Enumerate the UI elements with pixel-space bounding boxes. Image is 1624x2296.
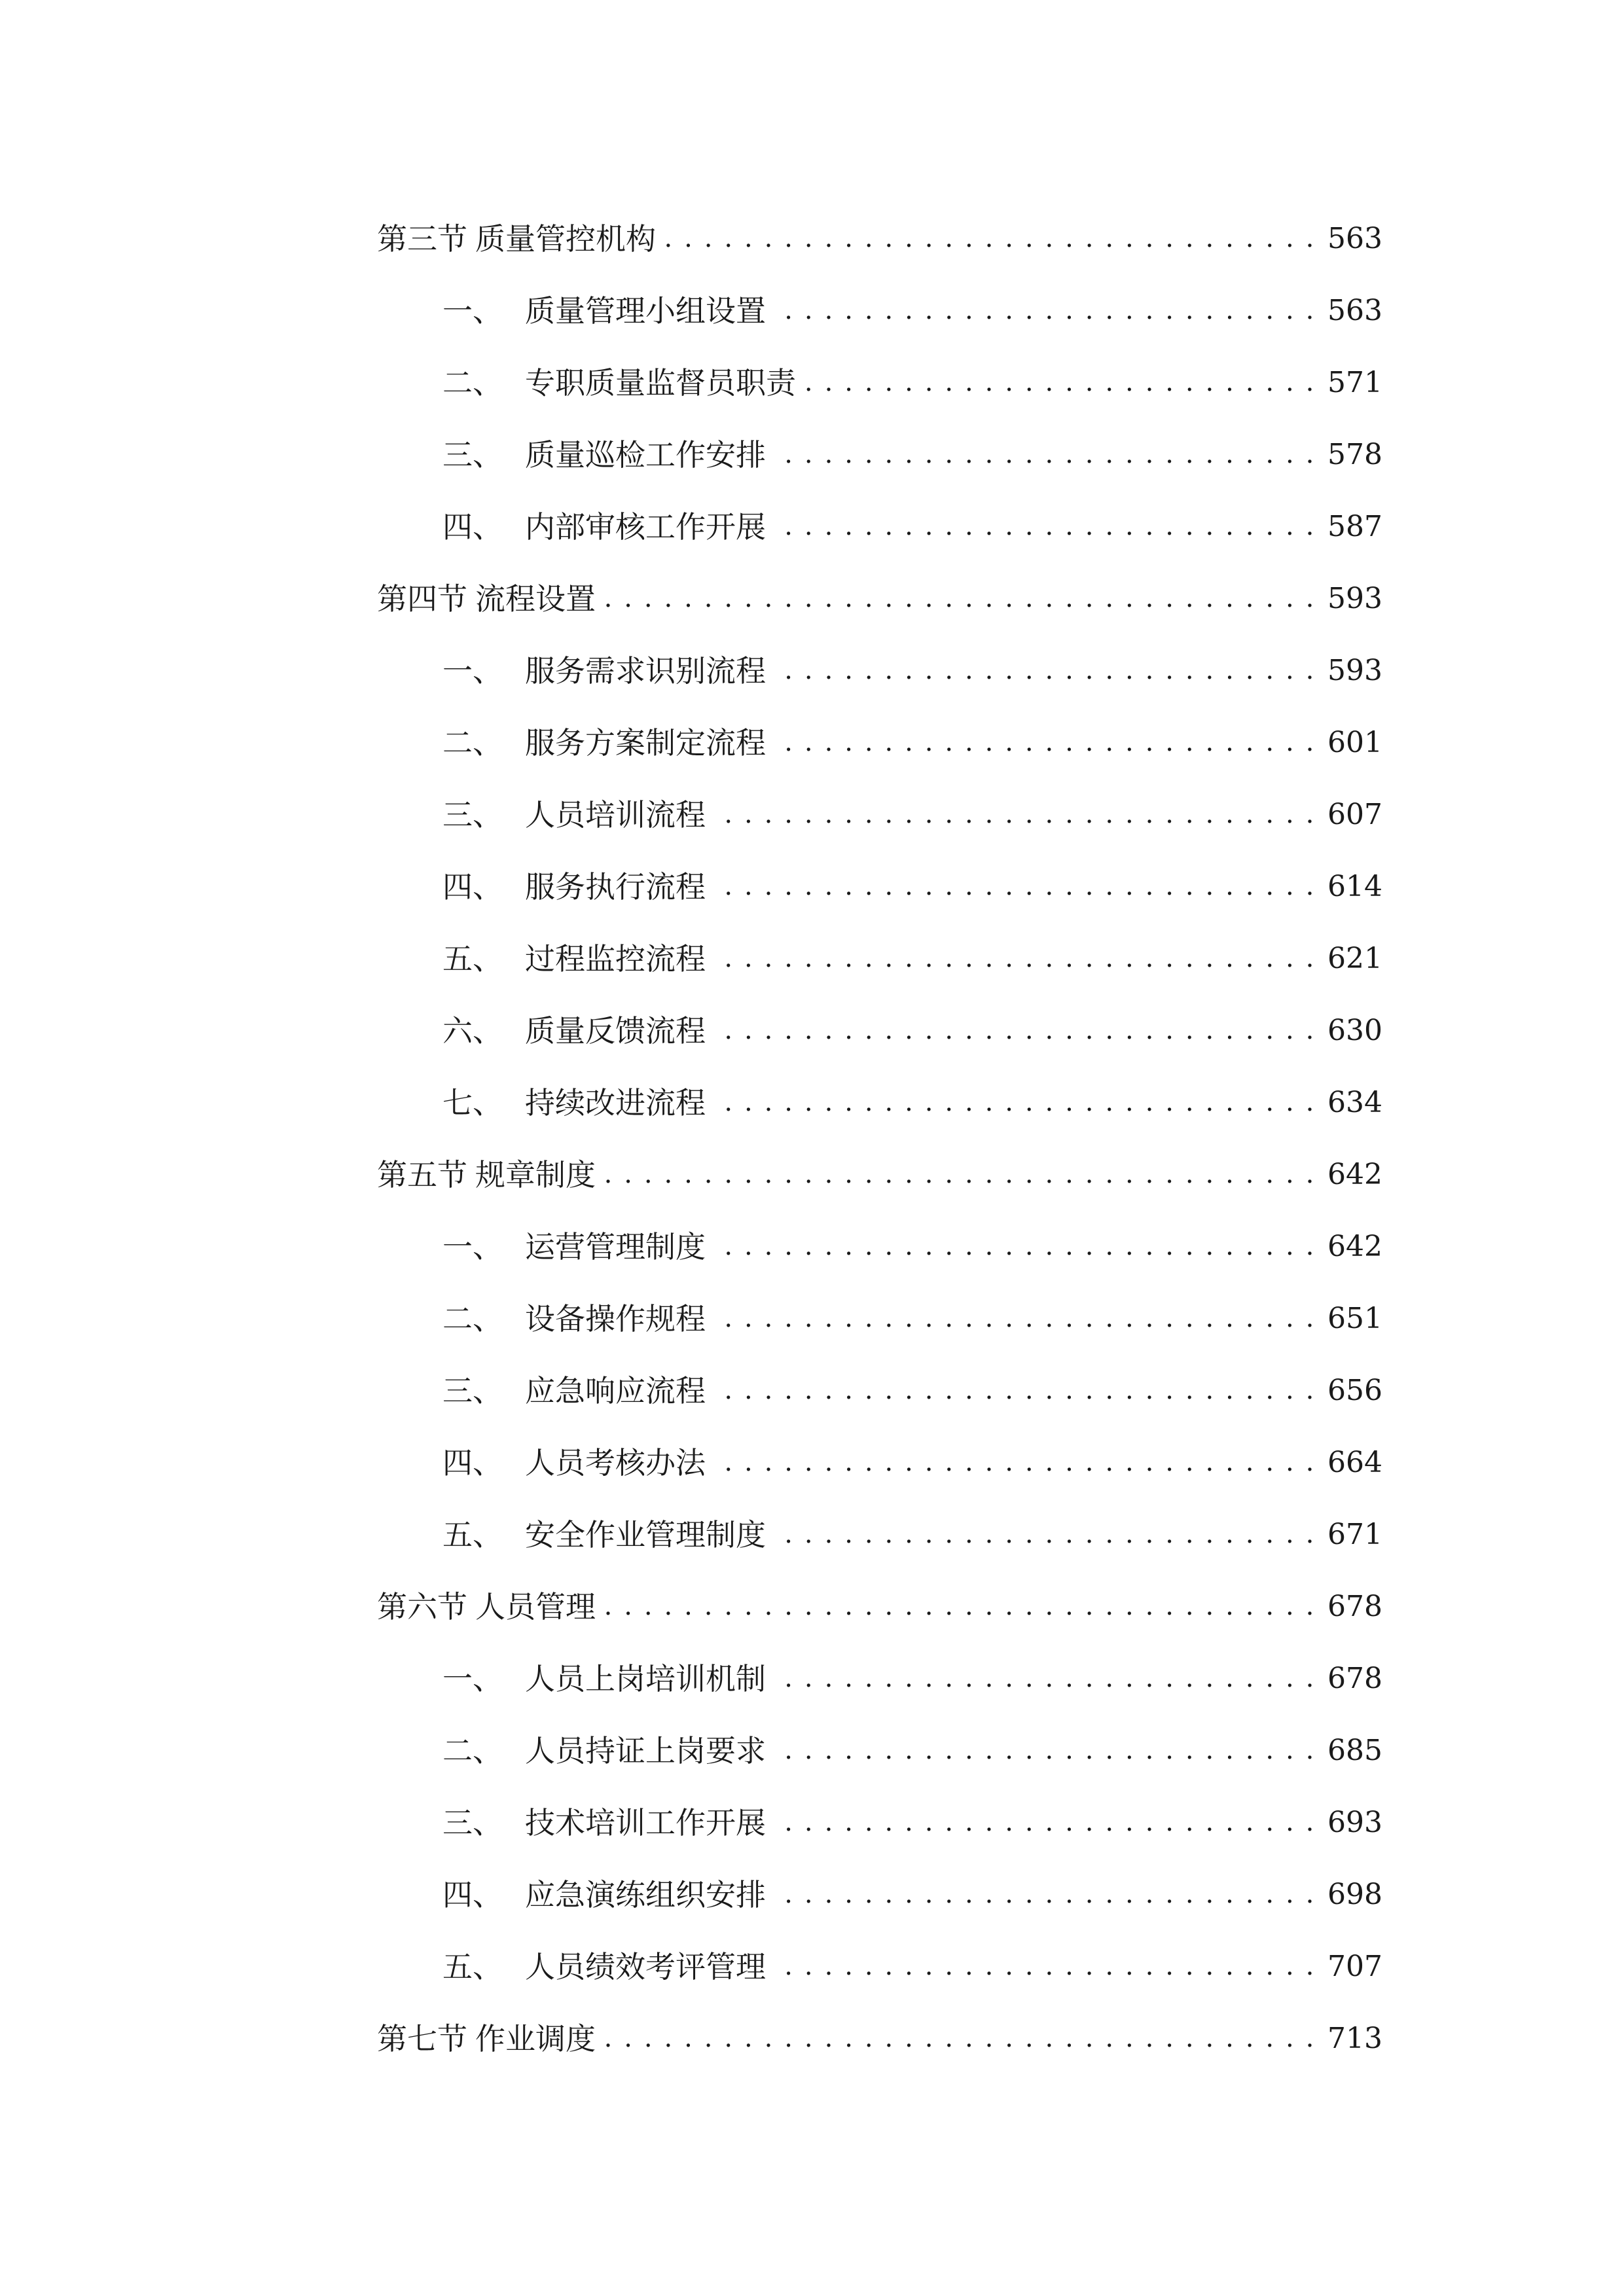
toc-entry-title: 人员考核办法: [525, 1445, 706, 1480]
toc-dot-leader: [772, 296, 1316, 326]
toc-section-entry[interactable]: [377, 1139, 1382, 1211]
toc-dot-leader: [712, 1304, 1316, 1334]
toc-entry-number: 四、: [442, 869, 503, 905]
toc-entry-number: 四、: [442, 1445, 503, 1480]
toc-entry-page-number: 563: [1327, 294, 1382, 327]
toc-subsection-entry[interactable]: [377, 1859, 1382, 1931]
toc-entry-title: 过程监控流程: [525, 941, 706, 977]
toc-entry-page-number: 671: [1327, 1518, 1382, 1551]
toc-dot-leader: [712, 1232, 1316, 1262]
toc-subsection-entry[interactable]: [377, 1931, 1382, 2003]
toc-entry-number: 三、: [442, 1373, 503, 1408]
toc-dot-leader: [712, 800, 1316, 830]
toc-dot-leader: [602, 2024, 1316, 2054]
toc-dot-leader: [772, 440, 1316, 470]
toc-entry-title: 内部审核工作开展: [525, 509, 766, 545]
toc-entry-title: 人员培训流程: [525, 797, 706, 833]
toc-entry-title: 人员持证上岗要求: [525, 1733, 766, 1768]
toc-subsection-entry[interactable]: [377, 1067, 1382, 1139]
toc-entry-page-number: 678: [1327, 1590, 1382, 1623]
toc-entry-number: 第六节: [377, 1589, 467, 1624]
toc-dot-leader: [772, 1664, 1316, 1694]
toc-section-entry[interactable]: [377, 203, 1382, 275]
toc-subsection-entry[interactable]: [377, 995, 1382, 1067]
toc-entry-number: 五、: [442, 1949, 503, 1984]
toc-subsection-entry[interactable]: [377, 1427, 1382, 1499]
toc-subsection-entry[interactable]: [377, 1787, 1382, 1859]
toc-entry-title: 服务方案制定流程: [525, 725, 766, 761]
toc-entry-number: 二、: [442, 725, 503, 761]
toc-dot-leader: [712, 872, 1316, 902]
toc-dot-leader: [772, 728, 1316, 758]
toc-entry-page-number: 642: [1327, 1158, 1382, 1191]
toc-entry-page-number: 578: [1327, 438, 1382, 471]
toc-dot-leader: [712, 1088, 1316, 1118]
toc-subsection-entry[interactable]: [377, 419, 1382, 491]
toc-dot-leader: [772, 1952, 1316, 1982]
toc-entry-title: 质量反馈流程: [525, 1013, 706, 1049]
toc-dot-leader: [712, 1448, 1316, 1478]
toc-entry-page-number: 707: [1327, 1950, 1382, 1983]
toc-subsection-entry[interactable]: [377, 1499, 1382, 1571]
toc-subsection-entry[interactable]: [377, 1715, 1382, 1787]
toc-entry-title: 应急演练组织安排: [525, 1877, 766, 1912]
toc-entry-number: 二、: [442, 365, 503, 401]
toc-entry-title: 技术培训工作开展: [525, 1805, 766, 1840]
toc-entry-number: 七、: [442, 1085, 503, 1121]
toc-dot-leader: [772, 512, 1316, 542]
toc-dot-leader: [772, 1736, 1316, 1766]
toc-dot-leader: [772, 1808, 1316, 1838]
toc-entry-number: 五、: [442, 941, 503, 977]
toc-section-entry[interactable]: [377, 563, 1382, 635]
toc-entry-number: 一、: [442, 653, 503, 689]
toc-entry-page-number: 642: [1327, 1230, 1382, 1263]
toc-entry-title: 质量巡检工作安排: [525, 437, 766, 473]
toc-entry-page-number: 563: [1327, 222, 1382, 255]
toc-entry-number: 六、: [442, 1013, 503, 1049]
toc-section-entry[interactable]: [377, 2003, 1382, 2075]
toc-dot-leader: [602, 1592, 1316, 1622]
toc-entry-title: 应急响应流程: [525, 1373, 706, 1408]
toc-entry-title: 人员上岗培训机制: [525, 1661, 766, 1696]
toc-entry-page-number: 587: [1327, 510, 1382, 543]
toc-entry-page-number: 685: [1327, 1734, 1382, 1767]
toc-entry-page-number: 601: [1327, 726, 1382, 759]
toc-entry-page-number: 593: [1327, 582, 1382, 615]
toc-entry-number: 五、: [442, 1517, 503, 1552]
toc-dot-leader: [712, 1016, 1316, 1046]
toc-subsection-entry[interactable]: [377, 347, 1382, 419]
toc-dot-leader: [712, 1376, 1316, 1406]
toc-entry-page-number: 571: [1327, 366, 1382, 399]
toc-entry-number: 第七节: [377, 2021, 467, 2056]
toc-subsection-entry[interactable]: [377, 851, 1382, 923]
toc-entry-page-number: 693: [1327, 1806, 1382, 1839]
toc-entry-number: 第五节: [377, 1157, 467, 1193]
toc-entry-title: 人员绩效考评管理: [525, 1949, 766, 1984]
toc-entry-page-number: 698: [1327, 1878, 1382, 1911]
toc-entry-number: 二、: [442, 1301, 503, 1336]
toc-entry-number: 三、: [442, 797, 503, 833]
toc-entry-page-number: 664: [1327, 1446, 1382, 1479]
toc-entry-number: 第四节: [377, 581, 467, 617]
toc-entry-page-number: 607: [1327, 798, 1382, 831]
toc-entry-title: 设备操作规程: [525, 1301, 706, 1336]
toc-entry-page-number: 656: [1327, 1374, 1382, 1407]
toc-subsection-entry[interactable]: [377, 1211, 1382, 1283]
toc-entry-page-number: 593: [1327, 654, 1382, 687]
toc-section-entry[interactable]: [377, 1571, 1382, 1643]
toc-entry-page-number: 630: [1327, 1014, 1382, 1047]
toc-subsection-entry[interactable]: [377, 923, 1382, 995]
toc-entry-number: 第三节: [377, 221, 467, 257]
toc-subsection-entry[interactable]: [377, 1283, 1382, 1355]
toc-entry-page-number: 621: [1327, 942, 1382, 975]
toc-entry-title: 专职质量监督员职责: [525, 365, 796, 401]
toc-entry-title: 服务需求识别流程: [525, 653, 766, 689]
toc-entry-page-number: 678: [1327, 1662, 1382, 1695]
toc-subsection-entry[interactable]: [377, 707, 1382, 779]
toc-entry-title: 持续改进流程: [525, 1085, 706, 1121]
toc-entry-page-number: 651: [1327, 1302, 1382, 1335]
toc-entry-number: 四、: [442, 509, 503, 545]
toc-dot-leader: [712, 944, 1316, 974]
toc-entry-number: 二、: [442, 1733, 503, 1768]
toc-entry-number: 三、: [442, 437, 503, 473]
toc-entry-number: 四、: [442, 1877, 503, 1912]
toc-dot-leader: [772, 1880, 1316, 1910]
toc-entry-title: 质量管控机构: [475, 221, 656, 257]
table-of-contents: [377, 203, 1382, 2075]
toc-dot-leader: [772, 1520, 1316, 1550]
toc-entry-number: 一、: [442, 1229, 503, 1265]
toc-entry-page-number: 634: [1327, 1086, 1382, 1119]
toc-entry-number: 三、: [442, 1805, 503, 1840]
toc-subsection-entry[interactable]: [377, 491, 1382, 563]
toc-dot-leader: [803, 368, 1316, 398]
toc-entry-page-number: 614: [1327, 870, 1382, 903]
toc-dot-leader: [602, 1160, 1316, 1190]
toc-subsection-entry[interactable]: [377, 635, 1382, 707]
toc-entry-number: 一、: [442, 1661, 503, 1696]
toc-entry-number: 一、: [442, 293, 503, 329]
toc-subsection-entry[interactable]: [377, 779, 1382, 851]
toc-subsection-entry[interactable]: [377, 1355, 1382, 1427]
toc-entry-title: 质量管理小组设置: [525, 293, 766, 329]
toc-subsection-entry[interactable]: [377, 1643, 1382, 1715]
toc-dot-leader: [602, 584, 1316, 614]
toc-entry-title: 作业调度: [475, 2021, 596, 2056]
toc-subsection-entry[interactable]: [377, 275, 1382, 347]
toc-entry-title: 规章制度: [475, 1157, 596, 1193]
toc-entry-title: 人员管理: [475, 1589, 596, 1624]
toc-entry-title: 运营管理制度: [525, 1229, 706, 1265]
toc-entry-title: 流程设置: [475, 581, 596, 617]
toc-dot-leader: [772, 656, 1316, 686]
toc-entry-title: 服务执行流程: [525, 869, 706, 905]
toc-dot-leader: [662, 224, 1316, 254]
toc-entry-title: 安全作业管理制度: [525, 1517, 766, 1552]
toc-entry-page-number: 713: [1327, 2022, 1382, 2055]
